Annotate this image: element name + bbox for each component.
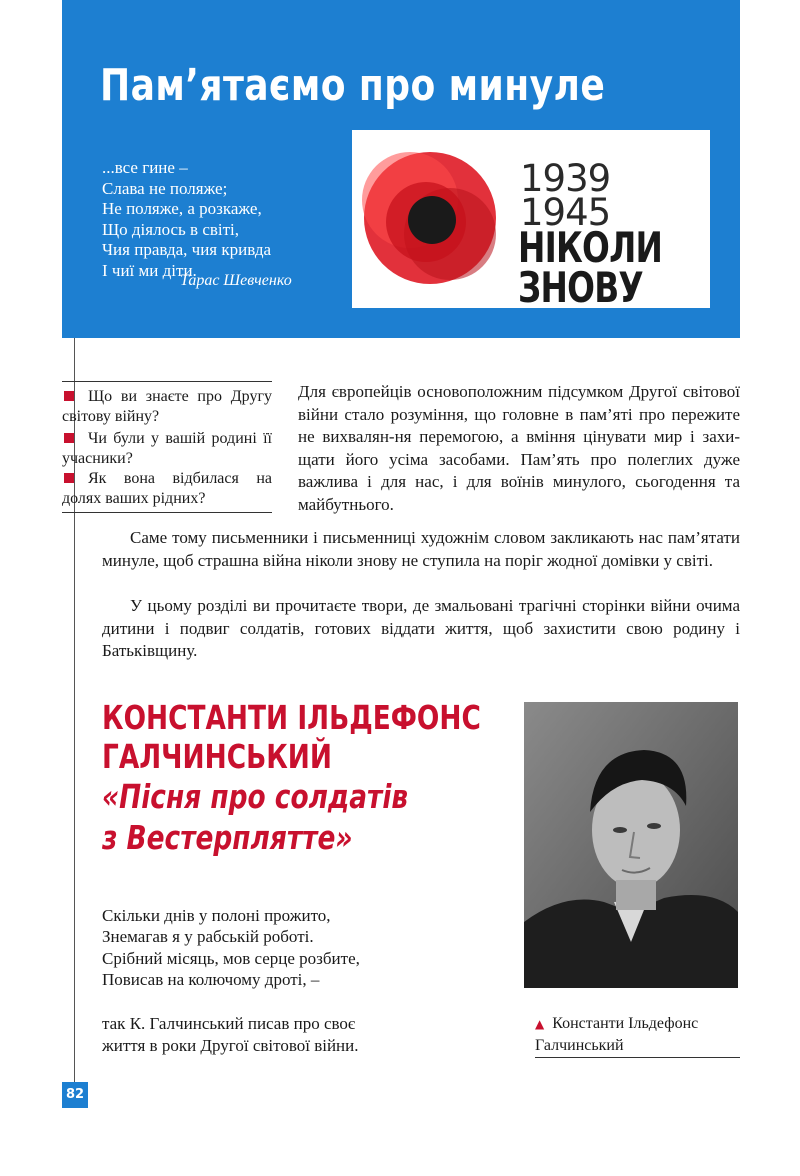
question-item (62, 387, 272, 427)
question-text: Як вона відбилася на долях ваших рідних? (62, 470, 272, 507)
work-title-line: з Вестерплятте» (102, 818, 353, 857)
question-text: Що ви знаєте про Другу світову війну? (62, 388, 272, 425)
caption-rule (535, 1057, 740, 1058)
portrait-image (524, 702, 738, 988)
verse-quote (102, 905, 360, 991)
epigraph-line: Що діялось в світі, (102, 219, 240, 239)
poster-slogan-line1: НІКОЛИ (518, 223, 663, 272)
page-title: Пам’ятаємо про минуле (100, 60, 606, 111)
body-paragraph: Саме тому письменники і письменниці художнім словом закликають нас пам’ятати минуле, щоб страшна війна ніколи знову не ступила на поріг жодної домівки у світі. (102, 528, 740, 570)
caption-line: Галчинський (535, 1037, 624, 1054)
poster-slogan (518, 223, 663, 308)
epigraph-line: ...все гине – (102, 158, 188, 177)
body-paragraph: У цьому розділі ви прочитаєте твори, де змальовані трагічні сторінки війни очима дитини і подвиг солдатів, готових віддати життя, щоб захистити свою родину і Батьківщину. (102, 596, 740, 660)
epigraph-line: Чия правда, чия кривда (102, 240, 272, 260)
work-title-line: «Пісня про солдатів (102, 777, 409, 816)
verse-line: Срібний місяць, мов серце розбите, (102, 948, 360, 968)
caption-line: Константи Ільдефонс (552, 1015, 699, 1032)
author-name-line: ГАЛЧИНСЬКИЙ (102, 737, 332, 776)
epigraph-author: Тарас Шевченко (180, 272, 292, 289)
questions-box (62, 381, 272, 513)
work-title (102, 776, 408, 858)
author-name-line: КОНСТАНТИ ІЛЬДЕФОНС (102, 698, 481, 737)
portrait-caption (535, 1013, 740, 1057)
epigraph-line: І чиї ми діти. (102, 260, 197, 280)
poster-year-start: 1939 (520, 157, 611, 200)
bullet-square-icon (64, 433, 74, 443)
question-item (62, 469, 272, 509)
page-number: 82 (62, 1082, 88, 1108)
verse-line: Скільки днів у полоні прожито, (102, 906, 331, 925)
triangle-marker-icon: ▲ (535, 1017, 545, 1031)
memorial-poster (352, 130, 710, 308)
intro-paragraph: Для європейців основоположним підсумком Другої світової війни стало розуміння, що головне в пам’яті про пережите не вихвалян-ня перемогою, а вміння цінувати мир і захи-щати його усіма засобами. Пам’ять про полеглих дуже важлива і для нас, і для воїнів минулого, сьогодення та майбутнього. (298, 382, 740, 514)
poster-year-end: 1945 (520, 191, 611, 234)
epigraph (102, 158, 271, 282)
verse-line: Знемагав я у рабській роботі. (102, 927, 314, 947)
author-name (102, 698, 481, 776)
closing-line: так К. Галчинський писав про своє (102, 1014, 356, 1033)
poppy-icon (352, 130, 522, 308)
poster-years (520, 157, 611, 234)
epigraph-line: Слава не поляже; (102, 178, 228, 198)
verse-line: Повисав на колючому дроті, – (102, 970, 320, 990)
author-portrait (524, 702, 738, 988)
bullet-square-icon (64, 473, 74, 483)
closing-text (102, 1013, 359, 1057)
epigraph-line: Не поляже, а розкаже, (102, 199, 262, 219)
closing-line: життя в роки Другої світової війни. (102, 1036, 359, 1055)
question-item (62, 429, 272, 469)
question-text: Чи були у вашій родині її учасники? (62, 430, 272, 467)
poster-slogan-line2: ЗНОВУ (518, 263, 643, 308)
bullet-square-icon (64, 391, 74, 401)
